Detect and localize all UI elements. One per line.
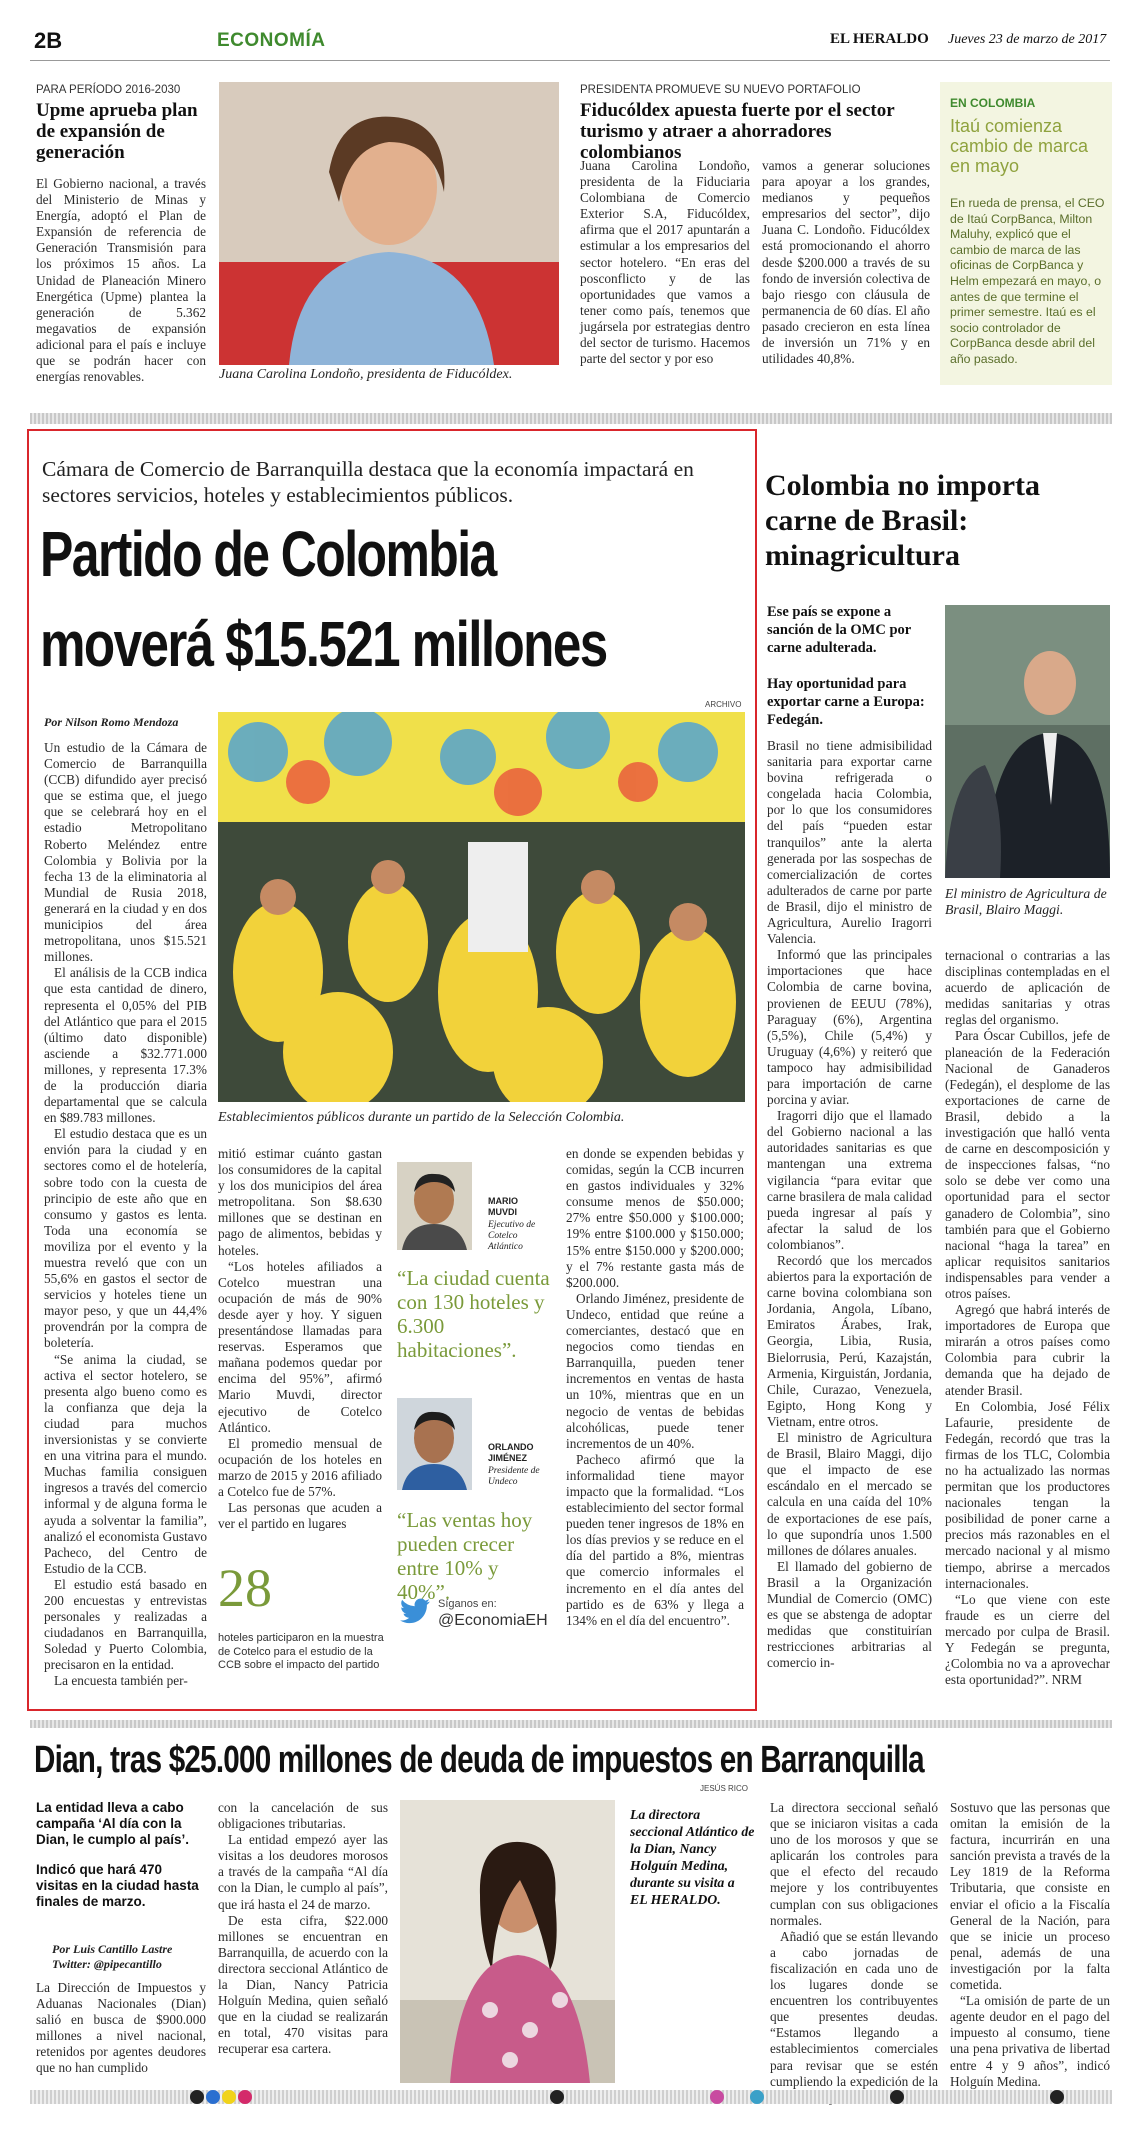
header-rule — [30, 60, 1110, 61]
dian-col-2: con la cancelación de sus obligaciones tributarias. La entidad empezó ayer las visitas a los deudores morosos a través de la campaña “Al día con la Dian, le cumplo al país”, que irá hasta el 24 de marzo. De esta cifra, $22.000 millones se encuentran en Barranquilla, de acuerdo con la directora seccional Atlántico de la Dian, Nancy Patricia Holguín Medina, quien señaló que en la ciudad se realizarán en total, 470 visitas para recuperar esa cartera. — [218, 1800, 388, 2057]
jimenez-photo — [397, 1398, 472, 1490]
muvdi-role: Ejecutivo de Cotelco Atlántico — [488, 1220, 536, 1252]
twitter-icon[interactable] — [400, 1598, 430, 1624]
photo-credit: ARCHIVO — [705, 700, 742, 709]
fiducoldex-kicker: PRESIDENTA PROMUEVE SU NUEVO PORTAFOLIO — [580, 84, 861, 96]
dian-col-4: Sostuvo que las personas que omitan la emisión de la factura, incurrirán en una sanción prevista a través de la Ley 1819 de la Reforma Tributaria, que consiste en enviar el oficio a la Fiscalía General de la Nación, para que se inicie un proceso penal, además de una investigación por la falta cometida. “La omisión de parte de un agente deudor en el pago del impuesto al consumo, tiene una pena privativa de libertad entre 4 y 9 años”, indicó Holguín Medina. — [950, 1800, 1110, 2089]
dian-deck-1: La entidad lleva a cabo campaña ‘Al día con la Dian, le cumplo al país’. — [36, 1800, 190, 1847]
holguin-photo — [400, 1800, 615, 2083]
brief-body: El Gobierno nacional, a través del Ministerio de Minas y Energía, adoptó el Plan de Expansión de referencia de Generación Transmisión para los próximos 15 años. La Unidad de Planeación Minero Energética (Upme) plantea la generación de 5.362 megavatios de expansión adicional para el país e incluye que se podrán hacer con energías renovables. — [36, 176, 206, 385]
muvdi-name: MARIO MUVDI — [488, 1196, 518, 1217]
maggi-caption: El ministro de Agricultura de Brasil, Blairo Maggi. — [945, 886, 1107, 917]
masthead-date: Jueves 23 de marzo de 2017 — [948, 32, 1107, 47]
carne-deck-2: Hay oportunidad para exportar carne a Europa: Fedegán. — [767, 676, 925, 728]
itau-body: En rueda de prensa, el CEO de Itaú CorpBanca, Milton Maluhy, explicó que el cambio de marca de las oficinas de CorpBanca y Helm empezará en mayo, o antes de que termine el primer semestre. Itaú es el socio controlador de CorpBanca desde abril del año pasado. — [950, 196, 1105, 366]
main-col-c: en donde se expenden bebidas y comidas, según la CCB incurren en gastos individuales y 32% consume menos de $50.000; 27% entre $50.000 y $100.000; 19% entre $100.000 y $150.000; 15% entre $150.000 y $200.000; y el 7% restante gasta más de $200.000. Orlando Jiménez, presidente de Undeco, entidad que reúne a comerciantes, destacó que en negocios como tiendas en Barranquilla, pueden tener incrementos en ventas de hasta un 10%, mientras que en un negocio de ventas de bebidas alcohólicas, puede tener incrementos de un 40%. Pacheco afirmó que la informalidad tiene mayor impacto que la formalidad. “Los establecimiento del sector formal pueden tener ingresos de 18% en los días previos y se reduce en el día del partido a 8%, mientras que comercio informales el incremento en el día antes del partido es de 63% y llega a 134% en el día del encuentro”. — [566, 1146, 744, 1628]
fans-photo — [218, 712, 745, 1102]
carne-col-2: ternacional o contrarias a las disciplinas contempladas en el acuerdo de aplicación de medidas sanitarias y otras reglas del organismo. Para Óscar Cubillos, jefe de planeación de la Federación Nacional de Ganaderos (Fedegán), el desplome de las exportaciones de carne de Brasil, debido a la investigación que halló venta de carne en descomposición y de inspecciones falsas, “no solo se debe ver como una oportunidad para el sector ganadero de Colombia”, sino también para que el Gobierno nacional “haga la tarea” en aplicar requisitos sanitarios indispensables para vender a otros países. Agregó que habrá interés de importadores de Europa que mirarán a otros países como Colombia para cubrir la demanda que ha dejado de atender Brasil. En Colombia, José Félix Lafaurie, presidente de Fedegán, recordó que tras la firmas de los TLC, Colombia no ha actualizado las normas permitan que los productores nacionales tengan la posibilidad de poner carne a precios más razonables en el mercado nacional y al mismo tiempo, abrirse a mercados internacionales. “Lo que viene con este fraude es un cierre del mercado por culpa de Brasil. Y Fedegán se pregunta, ¿Colombia no va a aprovechar esta oportunidad?”. NRM — [945, 948, 1110, 1688]
fiducoldex-caption: Juana Carolina Londoño, presidenta de Fiducóldex. — [219, 367, 513, 382]
fiducoldex-title: Fiducóldex apuesta fuerte por el sector turismo y atraer a ahorradores colombianos — [580, 100, 895, 163]
itau-title: Itaú comienza cambio de marca en mayo — [950, 116, 1089, 176]
jimenez-name: ORLANDO JIMÉNEZ — [488, 1442, 534, 1463]
fiducoldex-col2: vamos a generar soluciones para apoyar a los grandes, medianos y pequeños empresarios del sector”, dijo Juana C. Londoño. Fiducóldex está promocionando el ahorro desde $200.000 a través de su fondo de inversión colectiva de bajo riesgo con cláusula de permanencia de 60 días. El año pasado crecieron en esta línea de inversión un 71% y en utilidades 40,8%. — [762, 158, 930, 367]
carne-deck-1: Ese país se expone a sanción de la OMC por carne adulterada. — [767, 604, 911, 656]
fiducoldex-col1: Juana Carolina Londoño, presidenta de la Fiduciaria Colombiana de Comercio Exterior S.A, Fiducóldex, afirma que el 2017 apuntarán a estimular a los empresarios del sector hotelero. “En eras del posconflicto y de las oportunidades que vamos a tener como país, tenemos que jugársela por estrategias dentro del sector de turismo. Hacemos parte del sector y por eso — [580, 158, 750, 367]
main-headline-1: Partido de Colombia — [40, 518, 496, 590]
fans-caption: Establecimientos públicos durante un partido de la Selección Colombia. — [218, 1110, 625, 1125]
dian-byline: Por Luis Cantillo Lastre — [52, 1942, 173, 1956]
carne-col-1: Brasil no tiene admisibilidad sanitaria para exportar carne bovina refrigerada o congelada hacia Colombia, por lo que los consumidores del país “pueden estar tranquilos” ante la alerta generada por las sospechas de comercialización de cortes adulterados de carne por parte de Brasil, dijo el ministro de Agricultura, Aurelio Iragorri Valencia. Informó que las principales importaciones que hace Colombia de carne bovina, provienen de EEUU (78%), Paraguay (6%), Argentina (5,5%), Chile (5,4%) y Uruguay (4,6%) y reiteró que tampoco hay admisibilidad para importación de carne porcina y aviar. Iragorri dijo que el llamado del Gobierno nacional a las autoridades sanitarias es que mantengan una extrema vigilancia “para evitar que carne brasilera de mala calidad pueda ingresar al país y afectar la salud de los colombianos”. Recordó que los mercados abiertos para la exportación de carne bovina colombiana son Jordania, Angola, Líbano, Emiratos Árabes, Irak, Georgia, Libia, Rusia, Bielorrusia, Perú, Kazajstán, Armenia, Kirguistán, Jordania, Chile, Curazao, Venezuela, Egipto, Hong Kong y Vietnam, entre otros. El ministro de Agricultura de Brasil, Blairo Maggi, dijo que el impacto de ese escándalo en el mercado se calcula en una caída del 10% de exportaciones de ese país, lo que supondría unos 1.500 millones de dólares anuales. El llamado del gobierno de Brasil a la Organización Mundial de Comercio (OMC) es que se abstenga de adoptar medidas que constituirían restricciones arbitrarias al comercio in- — [767, 738, 932, 1671]
brief-title: Upme aprueba plan de expansión de generación — [36, 100, 198, 163]
dian-deck-2: Indicó que hará 470 visitas en la ciudad hasta finales de marzo. — [36, 1862, 199, 1909]
main-headline-2: moverá $15.521 millones — [40, 608, 607, 680]
dian-title: Dian, tras $25.000 millones de deuda de impuestos en Barranquilla — [34, 1739, 924, 1781]
page-number: 2B — [34, 28, 63, 53]
main-byline: Por Nilson Romo Mendoza — [44, 715, 179, 729]
main-kicker: Cámara de Comercio de Barranquilla destaca que la economía impactará en sectores servicios, hoteles y establecimientos públicos. — [42, 457, 694, 507]
registration-marks — [190, 2090, 1070, 2104]
section-divider-top — [30, 413, 1112, 424]
dian-col-3: La directora seccional señaló que se iniciaron visitas a cada uno de los morosos y que se aplicarán los controles para que el efecto del recaudo mejore y los contribuyentes cumplan con sus obligaciones normales. Añadió que se están llevando a cabo jornadas de fiscalización en cada uno de los lugares donde se encuentren los contribuyentes que presentes deudas. “Estamos llegando a establecimientos comerciales para revisar que se estén cumpliendo la expedición de la — [770, 1800, 938, 2089]
holguin-caption: La directora seccional Atlántico de la Dian, Nancy Holguín Medina, durante su visita a EL HERALDO. — [630, 1807, 755, 1907]
section-divider-bottom — [30, 1720, 1112, 1728]
main-col-b: mitió estimar cuánto gastan los consumidores de la capital y los dos municipios del área metropolitana. Son $8.630 millones que se destinan en pago de alimentos, bebidas y hoteles. “Los hoteles afiliados a Cotelco muestran una ocupación de más de 90% desde ayer y hoy. Y siguen presentándose llamadas para reservas. Esperamos que mañana podemos quedar por encima del 95%”, afirmó Mario Muvdi, director ejecutivo de Cotelco Atlántico. El promedio mensual de ocupación de los hoteles en marzo de 2015 y 2016 afiliado a Cotelco fue de 57%. Las personas que acuden a ver el partido en lugares — [218, 1146, 382, 1532]
stat-number: 28 — [218, 1558, 272, 1618]
itau-kicker: EN COLOMBIA — [950, 96, 1036, 110]
carne-title: Colombia no importa carne de Brasil: minagricultura — [765, 469, 1041, 572]
maggi-photo — [945, 605, 1110, 878]
brief-kicker: PARA PERÍODO 2016-2030 — [36, 84, 181, 96]
dian-twitter: Twitter: @pipecantillo — [52, 1957, 162, 1971]
dian-col-1: La Dirección de Impuestos y Aduanas Nacionales (Dian) salió en busca de $900.000 millones a nivel nacional, retenidos por agentes deudores que no han cumplido — [36, 1980, 206, 2076]
fiducoldex-photo — [219, 82, 559, 365]
follow-label: Síganos en: — [438, 1598, 497, 1610]
follow-handle[interactable]: @EconomiaEH — [438, 1612, 548, 1629]
quote-1: “La ciudad cuenta con 130 hoteles y 6.300 habitaciones”. — [397, 1266, 550, 1362]
dian-credit: JESÚS RICO — [700, 1784, 749, 1793]
masthead-name: EL HERALDO — [830, 31, 929, 47]
muvdi-photo — [397, 1162, 472, 1250]
stat-text: hoteles participaron en la muestra de Cotelco para el estudio de la CCB sobre el impacto del partido — [218, 1632, 384, 1671]
jimenez-role: Presidente de Undeco — [488, 1466, 540, 1487]
quote-2: “Las ventas hoy pueden crecer entre 10% y 40%”. — [397, 1508, 533, 1604]
section-label: ECONOMÍA — [217, 30, 326, 51]
main-col-a: Un estudio de la Cámara de Comercio de Barranquilla (CCB) difundido ayer precisó que se estima que, el juego que se celebrará hoy en el estadio Metropolitano Roberto Meléndez entre Colombia y Bolivia por la fecha 13 de la eliminatoria al Mundial de Rusia 2018, generará en la ciudad y en dos municipios del área metropolitana, unos $15.521 millones. El análisis de la CCB indica que esta cantidad de dinero, representa el 0,05% del PIB del Atlántico que para el 2015 (último dato disponible) asciende a $32.771.000 millones, y representa 17.3% de la producción diaria departamental que se calcula en $89.783 millones. El estudio destaca que es un envión para la ciudad y en sectores como el de hotelería, sobre todo con la cuesta de principio de este año que en consumo y gastos es lenta. Toda una economía se moviliza por el evento y la muestra reveló que con un 55,6% en gastos el sector de servicios y hoteles tiene un mayor peso, y que un 44,4% provendrán por la compra de boletería. “Se anima la ciudad, se activa el sector hotelero, se presenta algo bueno como es la confianza que deja la ciudad para muchos inversionistas y se convierte en una vitrina para el mundo. Muchas familia consiguen ingresos a través del comercio informal y de alguna forma le ayuda a solventar la familia”, analizó el economista Gustavo Pacheco, del Centro de Estudio de la CCB. El estudio está basado en 200 encuestas y entrevistas personales y realizadas a ciudadanos en Barranquilla, Soledad y Puerto Colombia, precisaron en la entidad. La encuesta también per- — [44, 740, 207, 1689]
